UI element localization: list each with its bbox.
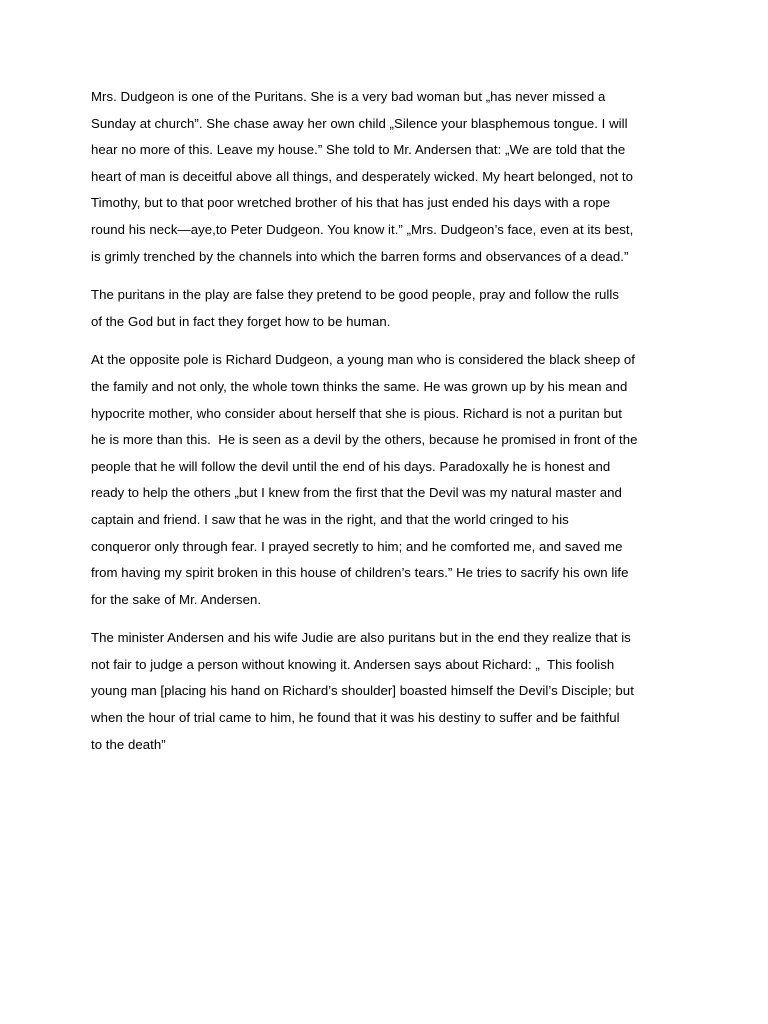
text-line: The minister Andersen and his wife Judie are also puritans but in the end they realize that is bbox=[91, 630, 631, 646]
text-line: Sunday at church”. She chase away her own child „Silence your blasphemous tongue. I will bbox=[91, 115, 628, 131]
text-line: heart of man is deceitful above all things, and desperately wicked. My heart belonged, not to bbox=[91, 168, 633, 184]
text-line: captain and friend. I saw that he was in the right, and that the world cringed to his bbox=[91, 511, 569, 527]
text-line: to the death” bbox=[91, 736, 166, 752]
paragraph-puritans bbox=[91, 282, 683, 335]
paragraph-andersen bbox=[91, 625, 683, 758]
text-line: people that he will follow the devil until the end of his days. Paradoxally he is honest and bbox=[91, 458, 611, 474]
text-line: hypocrite mother, who consider about herself that she is pious. Richard is not a puritan but bbox=[91, 405, 622, 421]
text-line: of the God but in fact they forget how to be human. bbox=[91, 313, 391, 329]
text-line: for the sake of Mr. Andersen. bbox=[91, 591, 262, 607]
text-line: Timothy, but to that poor wretched brother of his that has just ended his days with a rope bbox=[91, 195, 611, 211]
text-line: round his neck—aye,to Peter Dudgeon. You know it.” „Mrs. Dudgeon’s face, even at its best, bbox=[91, 221, 634, 237]
paragraph-richard-dudgeon bbox=[91, 347, 683, 613]
text-line: Mrs. Dudgeon is one of the Puritans. She is a very bad woman but „has never missed a bbox=[91, 89, 606, 104]
text-line: At the opposite pole is Richard Dudgeon, a young man who is considered the black sheep of bbox=[91, 352, 636, 368]
paragraph-mrs-dudgeon bbox=[91, 84, 683, 270]
text-line: young man [placing his hand on Richard’s shoulder] boasted himself the Devil’s Disciple; but bbox=[91, 683, 634, 699]
text-line: not fair to judge a person without knowing it. Andersen says about Richard: „ This foolish bbox=[91, 656, 615, 672]
text-line: conqueror only through fear. I prayed secretly to him; and he comforted me, and saved me bbox=[91, 538, 623, 554]
text-line: he is more than this. He is seen as a devil by the others, because he promised in front of the bbox=[91, 432, 638, 448]
text-line: hear no more of this. Leave my house.” She told to Mr. Andersen that: „We are told that the bbox=[91, 142, 626, 158]
text-line: The puritans in the play are false they pretend to be good people, pray and follow the rulls bbox=[91, 287, 620, 303]
text-line: is grimly trenched by the channels into which the barren forms and observances of a dead.” bbox=[91, 248, 629, 264]
text-line: when the hour of trial came to him, he found that it was his destiny to suffer and be faithful bbox=[91, 710, 620, 726]
text-line: from having my spirit broken in this house of children’s tears.” He tries to sacrify his own life bbox=[91, 565, 629, 581]
document-body bbox=[91, 84, 683, 770]
text-line: the family and not only, the whole town thinks the same. He was grown up by his mean and bbox=[91, 378, 628, 394]
text-line: ready to help the others „but I knew from the first that the Devil was my natural master and bbox=[91, 485, 622, 501]
